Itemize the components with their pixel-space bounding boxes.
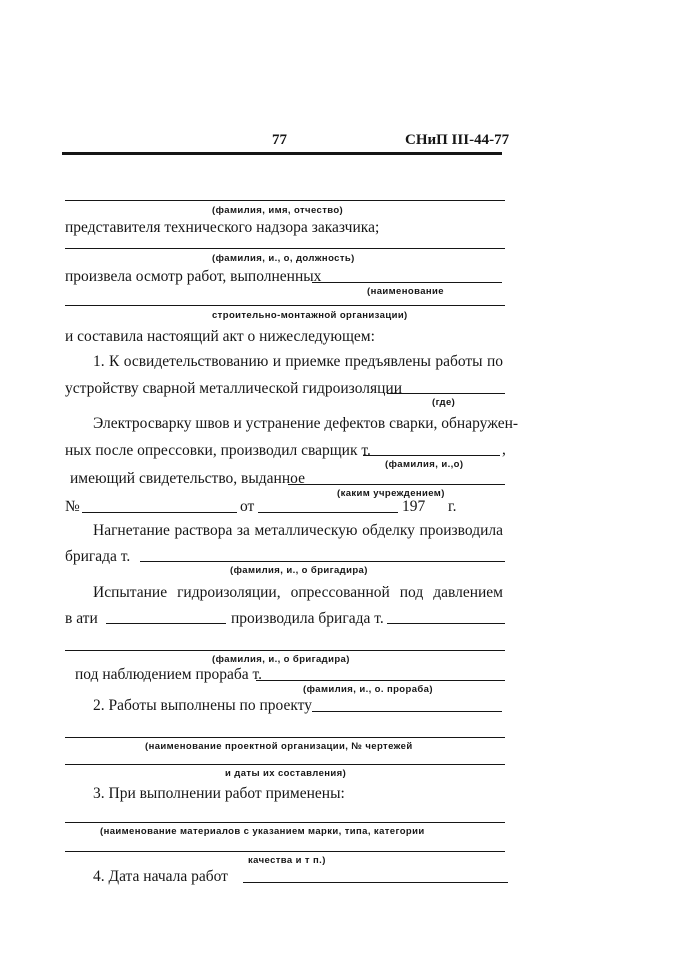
text-compiled: и составила настоящий акт о нижеследующем: <box>65 328 375 345</box>
org-line-2 <box>65 305 505 306</box>
text-test-a: Испытание гидроизоляции, опрессованной под давлением <box>93 584 503 601</box>
start-date-line <box>243 882 508 883</box>
caption-dates: и даты их составления) <box>225 768 347 779</box>
caption-fio-brigadier: (фамилия, и., о бригадира) <box>230 565 368 576</box>
caption-issuer: (каким учреждением) <box>337 488 445 499</box>
text-item1-a: 1. К освидетельствованию и приемке предъявлены работы по <box>93 353 503 370</box>
fio-line <box>65 200 505 201</box>
caption-fio-short: (фамилия, и.,о) <box>385 459 464 470</box>
rep-line <box>65 248 505 249</box>
where-line <box>387 393 505 394</box>
brigadier-line-1 <box>140 561 505 562</box>
project-line-2 <box>65 737 505 738</box>
page-number: 77 <box>272 132 287 148</box>
text-supervision: под наблюдением прораба т. <box>75 666 263 683</box>
text-num: № <box>65 498 80 515</box>
text-inject-b: бригада т. <box>65 548 131 565</box>
text-year: 197 <box>402 498 426 515</box>
text-inject-a: Нагнетание раствора за металлическую обделку производила <box>93 522 503 539</box>
text-from: от <box>240 498 255 515</box>
caption-fio-full: (фамилия, имя, отчество) <box>212 205 344 216</box>
text-rep-customer: представителя технического надзора заказчика; <box>65 219 380 236</box>
brigadier-line-2a <box>387 623 505 624</box>
text-weld-b: ных после опрессовки, производил сварщик т. <box>65 442 371 459</box>
date-line <box>258 512 398 513</box>
text-test-b-atm: в ати <box>65 610 98 627</box>
welder-line <box>363 455 500 456</box>
foreman-line <box>256 680 505 681</box>
caption-project-org: (наименование проектной организации, № чертежей <box>145 741 413 752</box>
materials-line-1 <box>65 822 505 823</box>
caption-where: (где) <box>432 397 456 408</box>
doc-code: СНиП III-44-77 <box>405 132 510 148</box>
project-line-3 <box>65 764 505 765</box>
text-inspected: произвела осмотр работ, выполненных <box>65 268 322 285</box>
pressure-line <box>106 623 226 624</box>
materials-line-2 <box>65 851 505 852</box>
text-weld-a: Электросварку швов и устранение дефектов сварки, обнаружен- <box>93 415 519 432</box>
caption-org-close: строительно-монтажной организации) <box>212 310 408 321</box>
caption-fio-position: (фамилия, и., о, должность) <box>212 253 355 264</box>
caption-name-open: (наименование <box>367 286 444 297</box>
caption-quality: качества и т п.) <box>248 855 326 866</box>
text-item3: 3. При выполнении работ применены: <box>93 785 345 802</box>
caption-fio-foreman: (фамилия, и., о. прораба) <box>303 684 433 695</box>
caption-fio-brigadier-2: (фамилия, и., о бригадира) <box>212 654 350 665</box>
text-weld-comma: , <box>502 441 506 458</box>
project-line-1 <box>312 711 502 712</box>
text-year-suffix: г. <box>448 498 457 515</box>
caption-materials: (наименование материалов с указанием марки, типа, категории <box>100 826 425 837</box>
issuer-line <box>288 484 505 485</box>
text-cert: имеющий свидетельство, выданное <box>70 470 305 487</box>
brigadier-line-2b <box>65 650 505 651</box>
org-line-1 <box>312 282 502 283</box>
header-rule <box>62 152 502 155</box>
text-item4: 4. Дата начала работ <box>93 868 228 885</box>
text-item1-b: устройству сварной металлической гидроизоляции <box>65 380 402 397</box>
number-line <box>82 512 237 513</box>
text-test-b-rest: производила бригада т. <box>231 610 384 627</box>
text-item2: 2. Работы выполнены по проекту <box>93 697 312 714</box>
